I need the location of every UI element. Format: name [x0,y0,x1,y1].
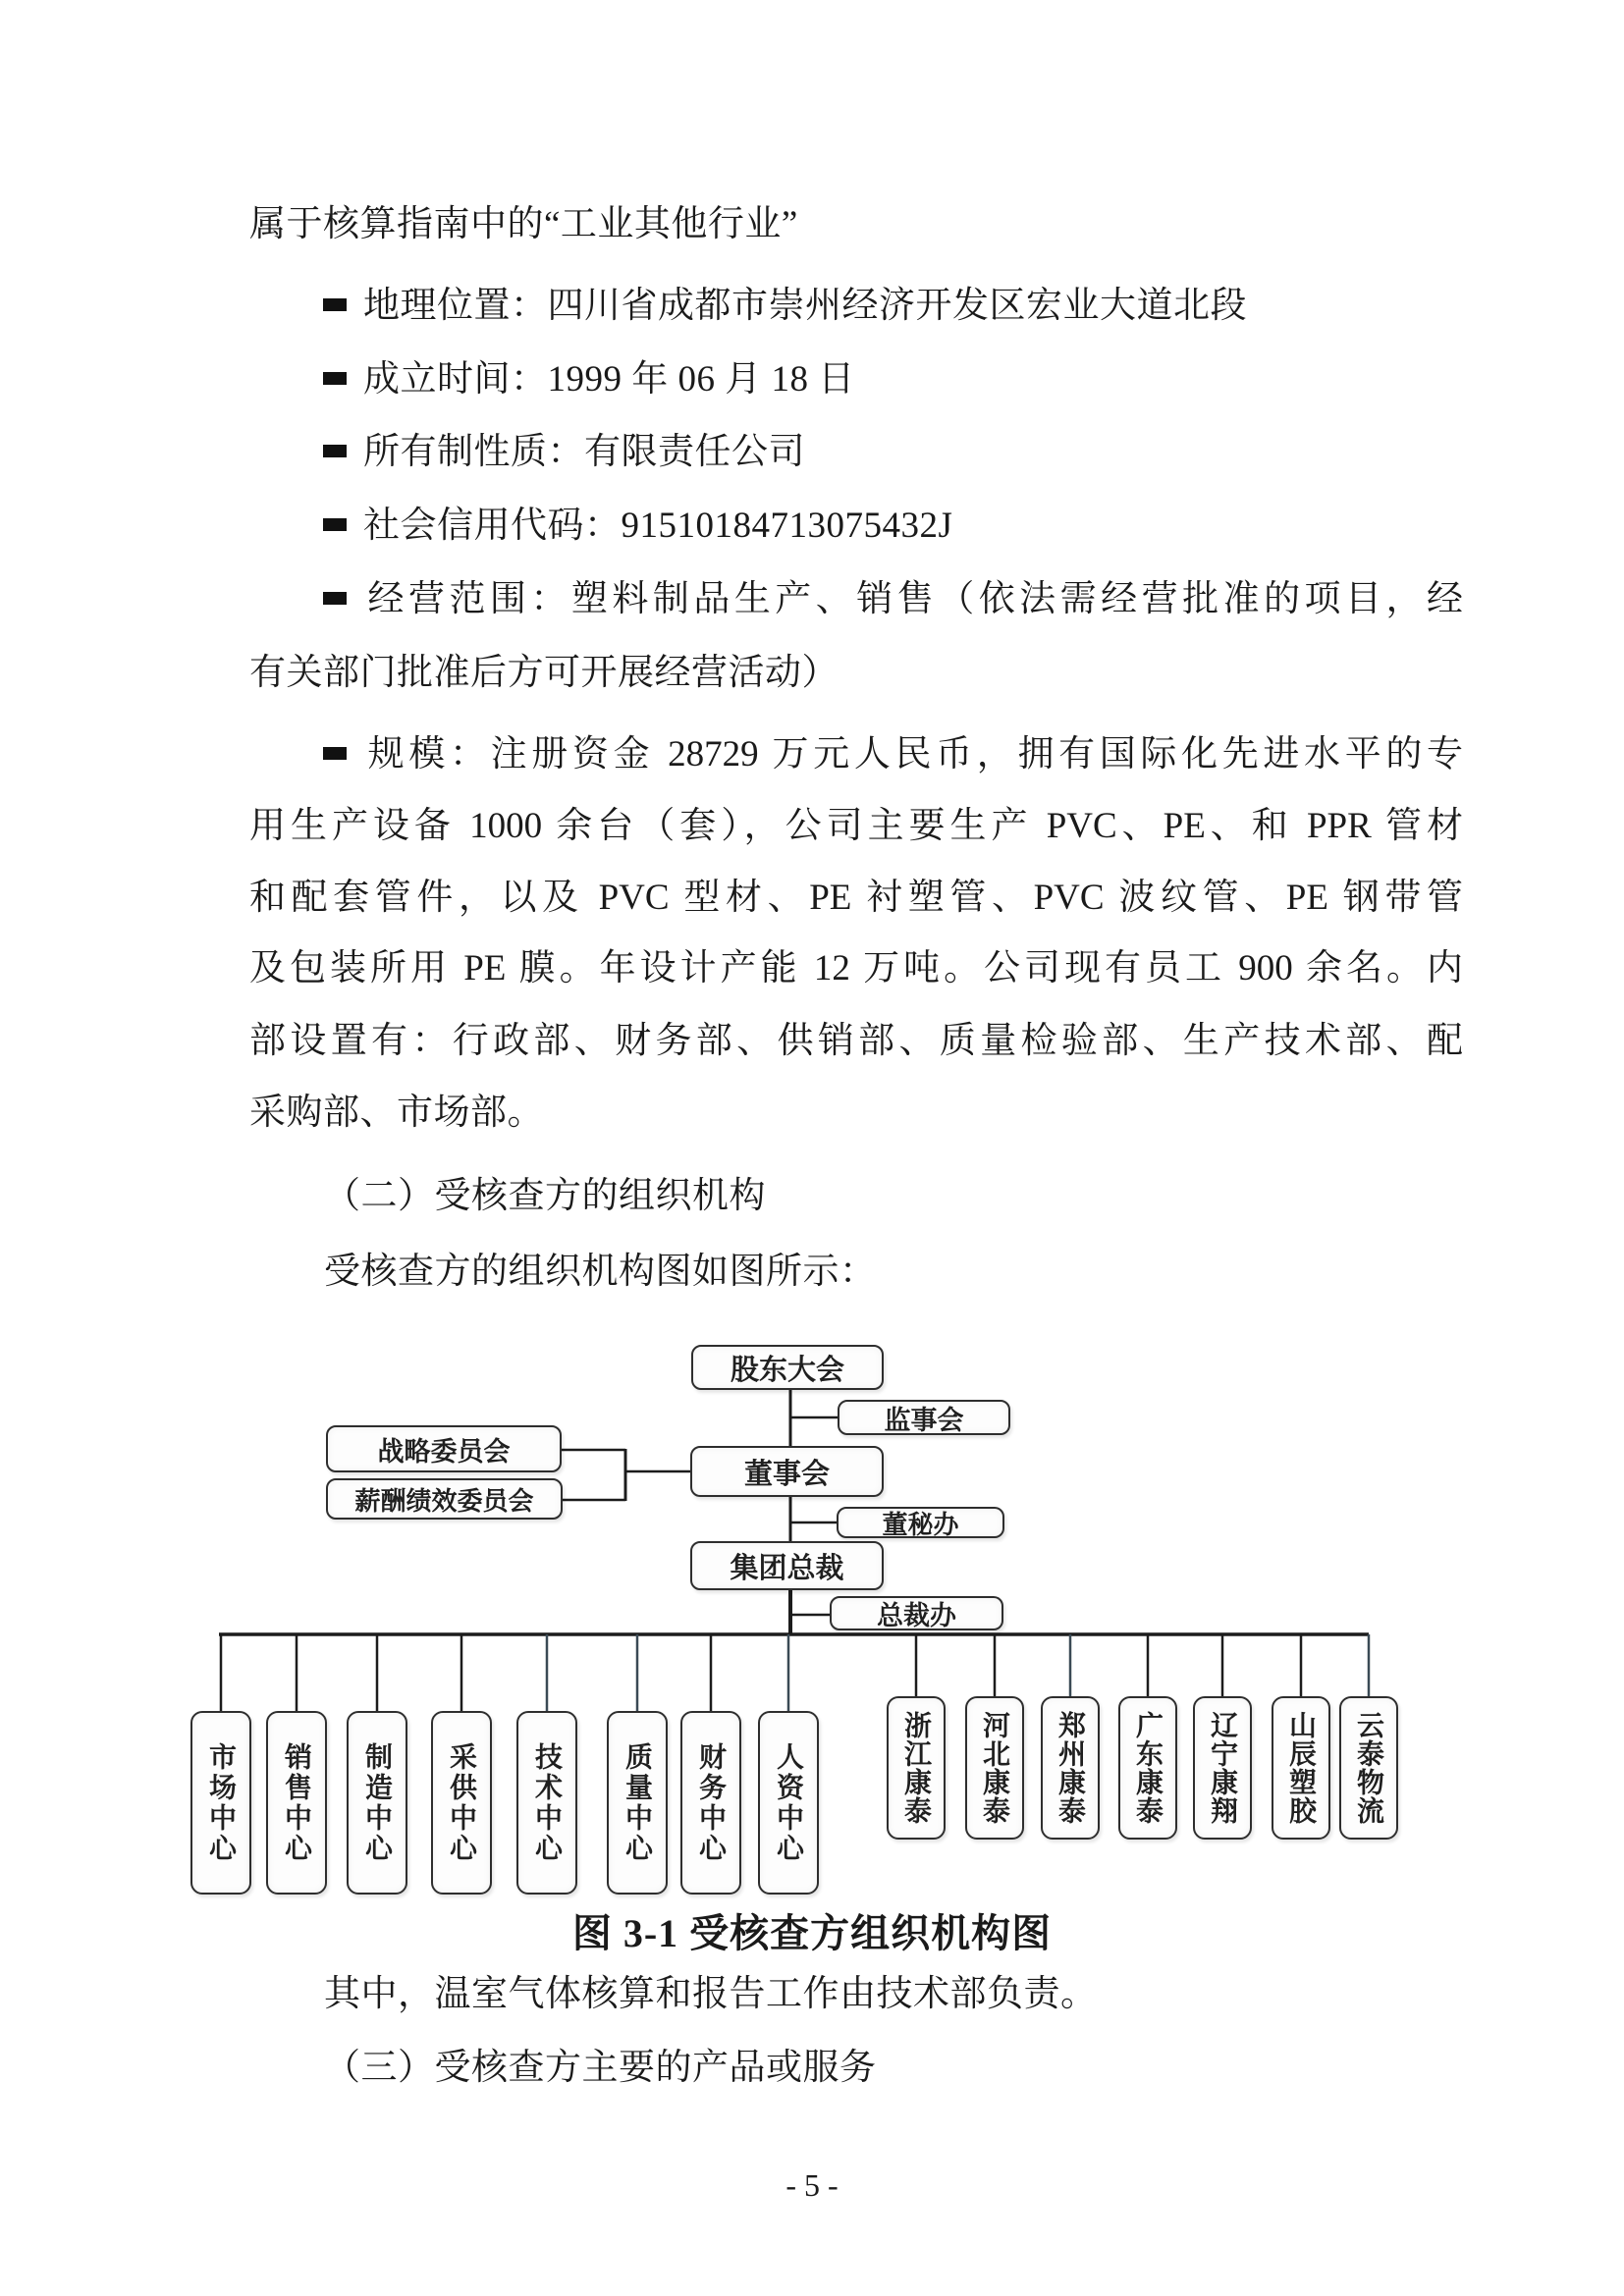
org-node-label: 郑州康泰 [1056,1711,1086,1825]
org-node-label: 河北康泰 [980,1711,1010,1825]
org-node-label: 监事会 [884,1405,964,1435]
org-node-label: 财务中心 [696,1741,727,1864]
line-text: 部设置有：行政部、财务部、供销部、质量检验部、生产技术部、配 [249,1021,1463,1061]
square-bullet-icon [323,592,347,605]
org-node-center [431,1711,492,1895]
org-node-subsidiary [1193,1696,1252,1840]
paragraph-line [249,803,1463,850]
org-node-label: 制造中心 [362,1741,393,1864]
line-text: 地理位置：四川省成都市崇州经济开发区宏业大道北段 [363,286,1247,326]
bullet-line [323,731,1463,778]
org-node-label: 云泰物流 [1354,1711,1384,1825]
line-text: 规模：注册资金 28729 万元人民币，拥有国际化先进水平的专 [363,734,1463,774]
org-node-center [347,1711,407,1895]
bullet-line [323,283,1247,330]
org-node-label: 集团总裁 [730,1552,844,1584]
paragraph-line [249,650,839,697]
line-text: 有关部门批准后方可开展经营活动） [249,653,839,693]
paragraph-line [249,945,1463,992]
org-node-label: 董秘办 [882,1509,959,1539]
org-node-label: 董事会 [743,1458,830,1490]
org-node-center [680,1711,741,1895]
org-node-label: 股东大会 [730,1354,844,1386]
section-heading [324,2045,877,2092]
square-bullet-icon [323,445,347,457]
bullet-line [323,356,855,403]
org-node-center [190,1711,251,1895]
line-text: 受核查方的组织机构图如图所示： [324,1252,877,1292]
line-text: 所有制性质：有限责任公司 [363,432,805,472]
line-text: 其中，温室气体核算和报告工作由技术部负责。 [324,1974,1098,2014]
org-node-center [607,1711,668,1895]
paragraph-line [249,875,1463,922]
line-text: 经营范围：塑料制品生产、销售（依法需经营批准的项目，经 [363,579,1463,619]
org-node-subsidiary [1339,1696,1398,1840]
org-node-label: 技术中心 [532,1741,563,1864]
square-bullet-icon [323,747,347,760]
org-node-center [266,1711,327,1895]
org-node-shareholders-meeting [691,1345,884,1390]
org-node-subsidiary [887,1696,946,1840]
line-text: 及包装所用 PE 膜。年设计产能 12 万吨。公司现有员工 900 余名。内 [249,948,1463,988]
line-text: （三）受核查方主要的产品或服务 [324,2048,877,2088]
org-node-label: 辽宁康翔 [1208,1711,1238,1825]
page-number: - 5 - [785,2167,839,2203]
org-node-group-president [690,1541,884,1590]
org-node-label: 战略委员会 [377,1436,511,1467]
figure-caption: 图 3-1 受核查方组织机构图 [571,1911,1053,1955]
org-node-label: 采供中心 [447,1741,477,1864]
square-bullet-icon [323,372,347,385]
org-node-strategy-committee [326,1425,562,1472]
org-node-label: 薪酬绩效委员会 [354,1485,534,1516]
paragraph-line [249,1018,1463,1065]
org-node-board-secretary-office [837,1507,1004,1538]
square-bullet-icon [323,518,347,531]
paragraph-line [249,1090,544,1137]
org-node-label: 市场中心 [206,1741,237,1864]
org-node-label: 总裁办 [877,1601,956,1630]
org-node-president-office [830,1596,1003,1630]
org-node-center [516,1711,577,1895]
line-text: 社会信用代码：91510184713075432J [363,506,953,546]
org-node-subsidiary [1118,1696,1177,1840]
org-node-supervisory-board [838,1400,1010,1435]
bullet-line [323,429,805,476]
paragraph-line [324,1971,1098,2018]
org-node-label: 山辰塑胶 [1286,1711,1317,1825]
line-text: 属于核算指南中的“工业其他行业” [249,204,798,244]
line-text: 用生产设备 1000 余台（套），公司主要生产 PVC、PE、和 PPR 管材 [249,806,1463,846]
square-bullet-icon [323,298,347,311]
org-node-label: 广东康泰 [1133,1711,1164,1825]
org-node-compensation-committee [326,1478,563,1520]
bullet-line [323,576,1463,623]
bullet-line [323,503,952,550]
line-text: 成立时间：1999 年 06 月 18 日 [363,359,855,400]
org-node-subsidiary [1041,1696,1100,1840]
org-node-center [758,1711,819,1895]
paragraph-line [324,1249,877,1296]
line-text: 采购部、市场部。 [249,1093,544,1133]
org-node-subsidiary [965,1696,1024,1840]
line-text: 和配套管件，以及 PVC 型材、PE 衬塑管、PVC 波纹管、PE 钢带管 [249,878,1463,918]
org-node-label: 销售中心 [282,1741,312,1864]
org-node-label: 人资中心 [774,1741,804,1864]
org-node-board-of-directors [690,1446,884,1497]
paragraph-line [249,201,798,248]
org-node-label: 浙江康泰 [901,1711,932,1825]
org-node-label: 质量中心 [623,1741,653,1864]
section-heading [324,1173,766,1220]
line-text: （二）受核查方的组织机构 [324,1176,766,1216]
org-node-subsidiary [1272,1696,1330,1840]
